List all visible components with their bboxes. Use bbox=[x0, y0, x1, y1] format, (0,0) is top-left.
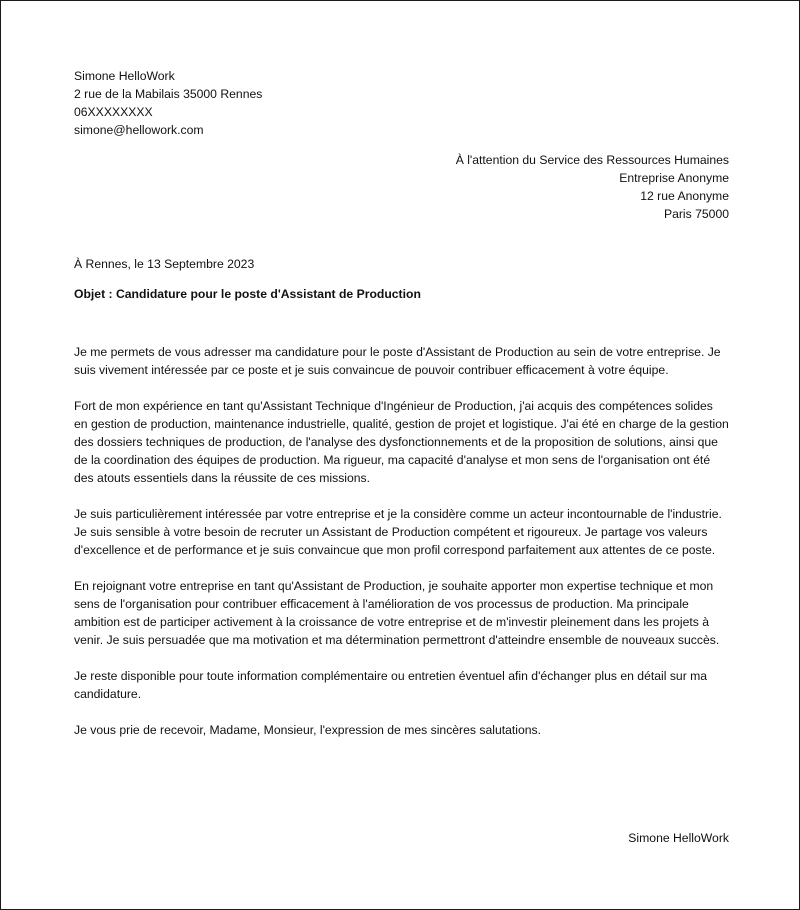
paragraph-contribution: En rejoignant votre entreprise en tant qu'Assistant de Production, je souhaite apporter mon expertise technique et mon sens de l'organisation pour contribuer efficacement à l'amélioration de vos processus de production. Ma principale ambition est de participer activement à la croissance de votre entreprise et de m'investir pleinement dans les projets à venir. Je suis persuadée que ma motivation et ma détermination permettront d'atteindre ensemble de nouveaux succès. bbox=[74, 579, 720, 647]
paragraph-intro: Je me permets de vous adresser ma candidature pour le poste d'Assistant de Production au sein de votre entreprise. Je suis vivement intéressée par ce poste et je suis convaincue de pouvoir contribuer efficacement à votre équipe. bbox=[74, 345, 721, 377]
sender-email: simone@hellowork.com bbox=[74, 123, 204, 137]
signature: Simone HelloWork bbox=[628, 831, 729, 845]
date-line: À Rennes, le 13 Septembre 2023 bbox=[74, 257, 255, 271]
paragraph-availability: Je reste disponible pour toute information complémentaire ou entretien éventuel afin d'échanger plus en détail sur ma candidature. bbox=[74, 669, 708, 701]
paragraph-motivation: Je suis particulièrement intéressée par votre entreprise et je la considère comme un acteur incontournable de l'industrie. Je suis sensible à votre besoin de recruter un Assistant de Production compétent et rigoureux. Je partage vos valeurs d'excellence et de performance et je suis convaincue que mon profil correspond parfaitement aux attentes de ce poste. bbox=[74, 507, 722, 557]
paragraph-closing: Je vous prie de recevoir, Madame, Monsieur, l'expression de mes sincères salutations. bbox=[74, 723, 542, 737]
recipient-street: 12 rue Anonyme bbox=[640, 189, 729, 203]
paragraph-experience: Fort de mon expérience en tant qu'Assistant Technique d'Ingénieur de Production, j'ai acquis des compétences solides en gestion de production, maintenance industrielle, qualité, gestion de projet et logistique. J'ai été en charge de la gestion des dossiers techniques de production, de l'analyse des dysfonctionnements et de la proposition de solutions, ainsi que de la coordination des équipes de production. Ma rigueur, ma capacité d'analyse et mon sens de l'organisation ont été des atouts essentiels dans la réussite de ces missions. bbox=[74, 399, 729, 485]
recipient-block bbox=[74, 151, 729, 223]
letter-body bbox=[74, 343, 729, 739]
sender-address: 2 rue de la Mabilais 35000 Rennes bbox=[74, 87, 263, 101]
sender-phone: 06XXXXXXXX bbox=[74, 105, 153, 119]
sender-block bbox=[74, 67, 729, 139]
recipient-company: Entreprise Anonyme bbox=[619, 171, 729, 185]
subject-line: Objet : Candidature pour le poste d'Assistant de Production bbox=[74, 287, 421, 301]
sender-name: Simone HelloWork bbox=[74, 69, 175, 83]
recipient-city: Paris 75000 bbox=[663, 207, 729, 221]
recipient-attention: À l'attention du Service des Ressources Humaines bbox=[455, 153, 729, 167]
